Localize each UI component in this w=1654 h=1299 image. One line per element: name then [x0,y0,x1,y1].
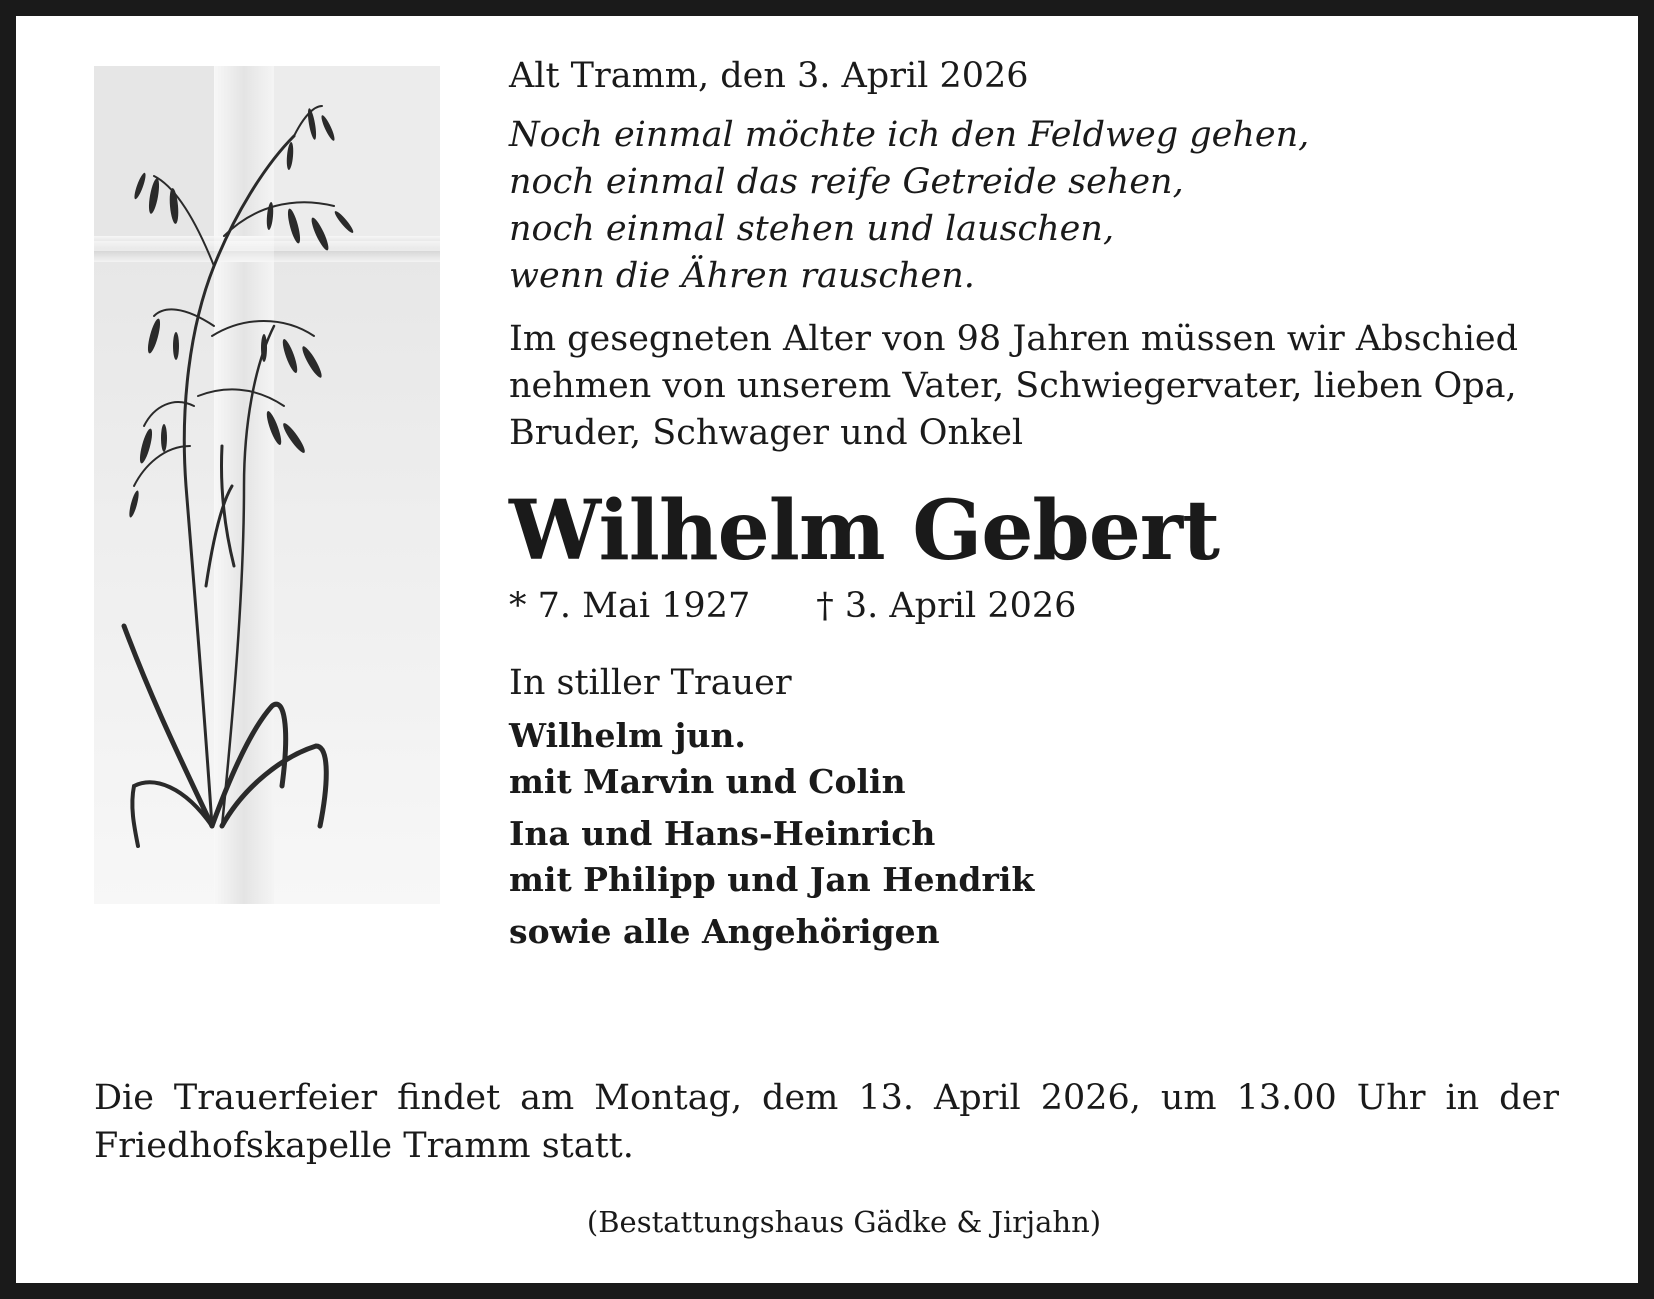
life-dates [509,583,1569,629]
mourner-line: mit Philipp und Jan Hendrik [509,860,1035,899]
intro-line: nehmen von unserem Vater, Schwiegervater, lieben Opa, [509,366,1517,406]
poem [509,112,1569,300]
poem-line: Noch einmal möchte ich den Feldweg gehen, [509,115,1310,155]
funeral-line: Die Trauerfeier findet am Montag, dem 13. April 2026, um 13.00 Uhr in der [94,1078,1559,1118]
intro-line: Im gesegneten Alter von 98 Jahren müssen wir Abschied [509,319,1519,359]
poem-line: noch einmal das reife Getreide sehen, [509,162,1184,202]
mourner-line: mit Marvin und Colin [509,762,906,801]
main-text-column [509,52,1569,961]
funeral-notice [94,1074,1559,1170]
intro-paragraph [509,316,1569,457]
poem-line: noch einmal stehen und lauschen, [509,209,1115,249]
mourner-line: Ina und Hans-Heinrich [509,814,936,853]
mourner-group [509,713,1569,805]
deceased-name: Wilhelm Gebert [509,483,1219,579]
mourner-group [509,909,1569,955]
mourner-line: sowie alle Angehörigen [509,912,940,951]
mourner-group [509,811,1569,903]
poem-line: wenn die Ähren rauschen. [509,256,975,296]
mourner-line: Wilhelm jun. [509,716,746,755]
mourning-label: In stiller Trauer [509,663,792,703]
cross-with-oat-grass-icon [94,66,440,904]
undertaker-credit [0,1202,1654,1242]
undertaker-text: (Bestattungshaus Gädke & Jirjahn) [586,1205,1102,1239]
birth-date: * 7. Mai 1927 [509,586,751,626]
mourners-list [509,713,1569,955]
funeral-line: Friedhofskapelle Tramm statt. [94,1126,634,1166]
dateline: Alt Tramm, den 3. April 2026 [509,56,1029,96]
death-date: † 3. April 2026 [816,586,1077,626]
intro-line: Bruder, Schwager und Onkel [509,413,1024,453]
